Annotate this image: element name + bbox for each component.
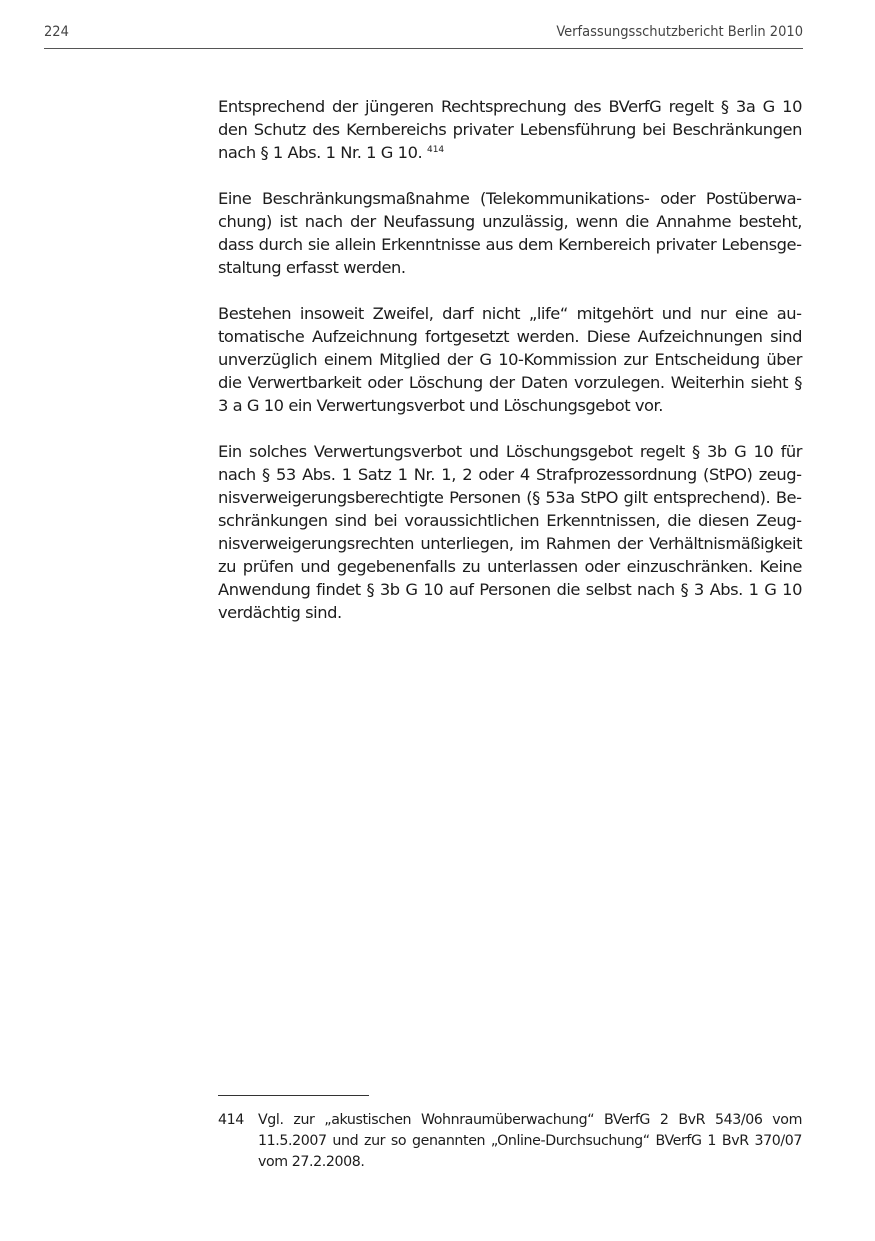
running-title: Verfassungsschutzbericht Berlin 2010 (556, 24, 803, 40)
paragraph-1 (218, 95, 802, 164)
main-text (218, 95, 802, 647)
paragraph-4: Ein solches Verwertungsverbot und Löschungsgebot regelt § 3b G 10 für nach § 53 Abs. 1 Satz 1 Nr. 1, 2 oder 4 Strafprozessordnung (StPO) zeugnisverweigerungsberechtigte Personen (§ 53a StPO gilt entsprechend). Beschränkungen sind bei voraussichtlichen Erkenntnissen, die diesen Zeugnisverweigerungsrechten unterliegen, im Rahmen der Verhältnismäßigkeit zu prüfen und gegebenenfalls zu unterlassen oder einzuschränken. Keine Anwendung findet § 3b G 10 auf Personen die selbst nach § 3 Abs. 1 G 10 verdächtig sind. (218, 442, 802, 622)
footnote-divider (218, 1095, 369, 1096)
paragraph-2: Eine Beschränkungsmaßnahme (Telekommunikations- oder Postüberwachung) ist nach der Neufassung unzulässig, wenn die Annahme besteht, dass durch sie allein Erkenntnisse aus dem Kernbereich privater Lebensgestaltung erfasst werden. (218, 189, 802, 277)
paragraph-1-text: Entsprechend der jüngeren Rechtsprechung des BVerfG regelt § 3a G 10 den Schutz des Kernbereichs privater Lebensführung bei Beschränkungen nach § 1 Abs. 1 Nr. 1 G 10. (218, 97, 802, 162)
page-header (44, 24, 803, 49)
paragraph-3: Bestehen insoweit Zweifel, darf nicht „life“ mitgehört und nur eine automatische Aufzeichnung fortgesetzt werden. Diese Aufzeichnungen sind unverzüglich einem Mitglied der G 10-Kommission zur Entscheidung über die Verwertbarkeit oder Löschung der Daten vorzulegen. Weiterhin sieht § 3 a G 10 ein Verwertungsverbot und Löschungsgebot vor. (218, 304, 802, 415)
footnote-text: Vgl. zur „akustischen Wohnraumüberwachung“ BVerfG 2 BvR 543/06 vom 11.5.2007 und zur so genannten „Online-Durchsuchung“ BVerfG 1 BvR 370/07 vom 27.2.2008. (258, 1112, 802, 1170)
page-number: 224 (44, 24, 69, 40)
footnote-number: 414 (218, 1112, 244, 1128)
footnote (218, 1110, 802, 1173)
footnote-reference: 414 (426, 145, 445, 155)
